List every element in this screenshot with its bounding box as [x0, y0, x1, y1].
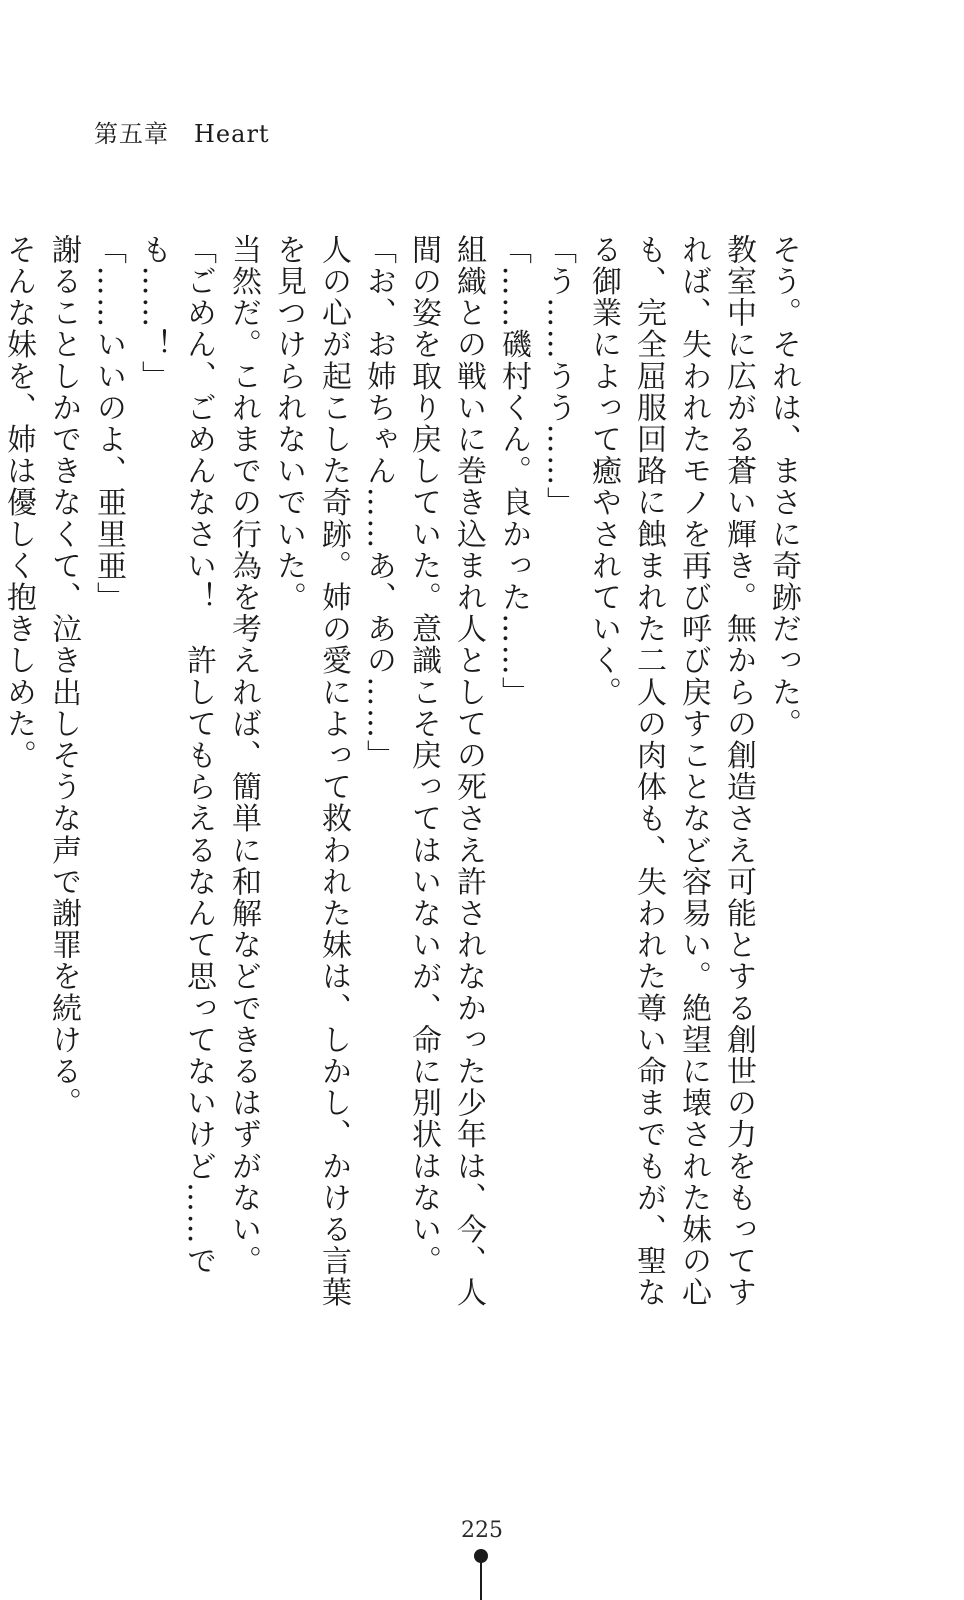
dialogue-line: 「う……うう……」 — [541, 234, 576, 519]
paragraph: そんな妹を、姉は優しく抱きしめた。 — [1, 234, 36, 772]
marker-stem — [480, 1561, 482, 1600]
page-marker-icon — [474, 1549, 488, 1600]
dialogue-line: 「ごめん、ごめんなさい！ 許してもらえるなんて思ってないけど……でも……！」 — [136, 234, 216, 1277]
vertical-text-body — [1, 234, 806, 1314]
paragraph: 謝ることしかできなくて、泣き出しそうな声で謝罪を続ける。 — [46, 234, 81, 1119]
paragraph: 組織との戦いに巻き込まれ人としての死さえ許されなかった少年は、今、人間の姿を取り戻していた。意識こそ戻ってはいないが、命に別状はない。 — [406, 234, 486, 1309]
dialogue-line: 「お、お姉ちゃん……あ、あの……」 — [361, 234, 396, 772]
paragraph: 教室中に広がる蒼い輝き。無からの創造さえ可能とする創世の力をもってすれば、失われたモノを再び呼び戻すことなど容易い。絶望に壊された妹の心も、完全屈服回路に蝕まれた二人の肉体も、失われた尊い命までもが、聖なる御業によって癒やされていく。 — [586, 234, 756, 1309]
dialogue-line: 「……いいのよ、亜里亜」 — [91, 234, 126, 614]
chapter-header: 第五章 Heart — [94, 120, 270, 148]
paragraph: 人の心が起こした奇跡。姉の愛によって救われた妹は、しかし、かける言葉を見つけられないでいた。 — [271, 234, 351, 1309]
dialogue-line: 「……磯村くん。良かった……」 — [496, 234, 531, 708]
page-number: 225 — [461, 1518, 503, 1543]
paragraph: そう。それは、まさに奇跡だった。 — [766, 234, 801, 740]
paragraph: 当然だ。これまでの行為を考えれば、簡単に和解などできるはずがない。 — [226, 234, 261, 1277]
